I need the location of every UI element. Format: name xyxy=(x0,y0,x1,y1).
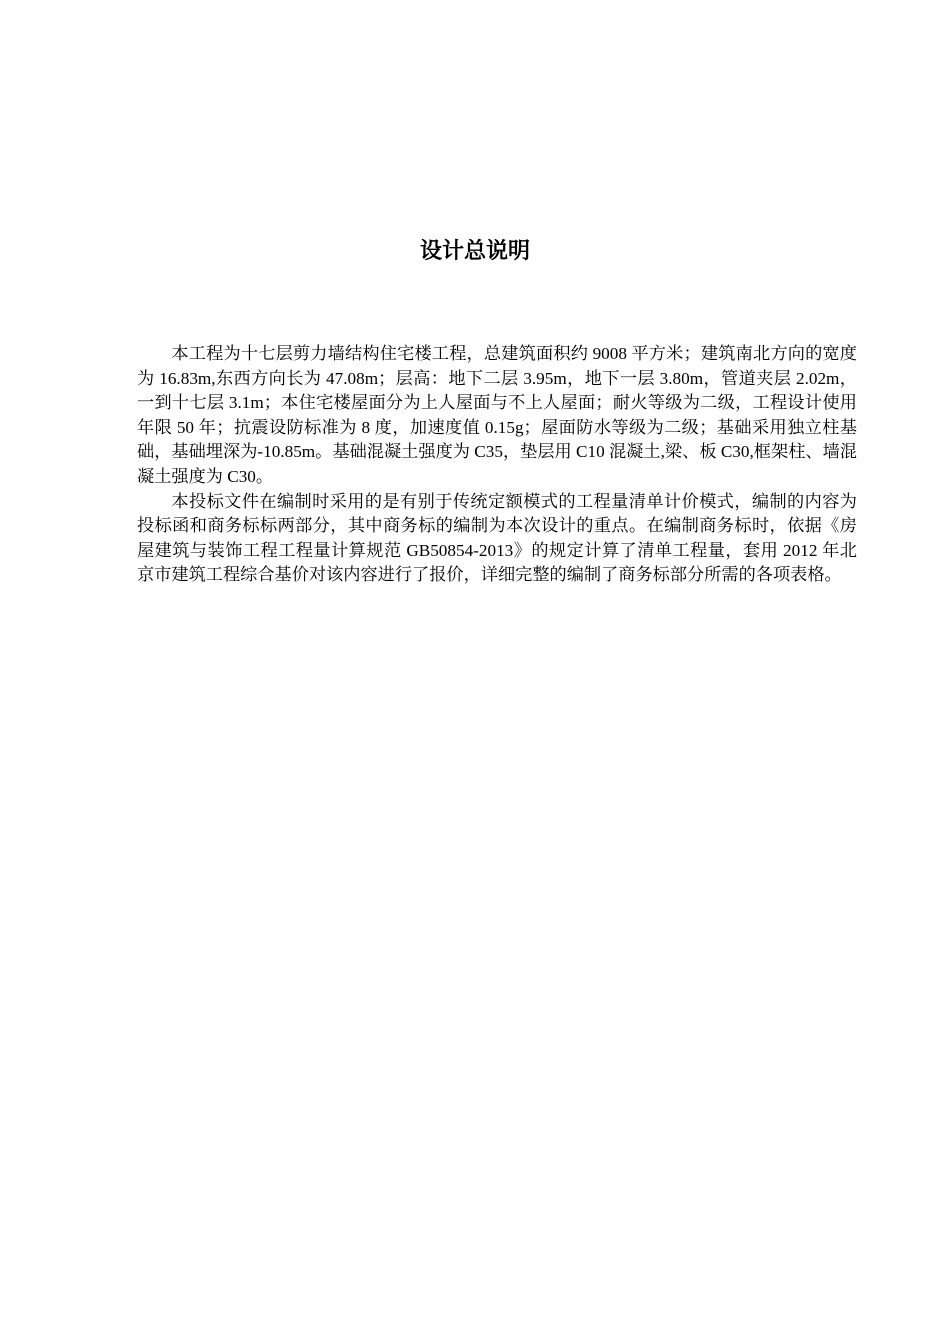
document-body xyxy=(137,342,857,588)
paragraph-bid-description: 本投标文件在编制时采用的是有别于传统定额模式的工程量清单计价模式，编制的内容为投标函和商务标标两部分，其中商务标的编制为本次设计的重点。在编制商务标时，依据《房屋建筑与装饰工程工程量计算规范 GB50854-2013》的规定计算了清单工程量，套用 2012 年北京市建筑工程综合基价对该内容进行了报价，详细完整的编制了商务标部分所需的各项表格。 xyxy=(137,491,857,585)
paragraph-project-overview: 本工程为十七层剪力墙结构住宅楼工程，总建筑面积约 9008 平方米；建筑南北方向的宽度为 16.83m,东西方向长为 47.08m；层高：地下二层 3.95m，地下一层 3.80m，管道夹层 2.02m，一到十七层 3.1m；本住宅楼屋面分为上人屋面与不上人屋面；耐火等级为二级，工程设计使用年限 50 年；抗震设防标准为 8 度，加速度值 0.15g；屋面防水等级为二级；基础采用独立柱基础，基础埋深为-10.85m。基础混凝土强度为 C35，垫层用 C10 混凝土,梁、板 C30,框架柱、墙混凝土强度为 C30。 xyxy=(137,344,857,486)
document-title: 设计总说明 xyxy=(419,239,530,264)
